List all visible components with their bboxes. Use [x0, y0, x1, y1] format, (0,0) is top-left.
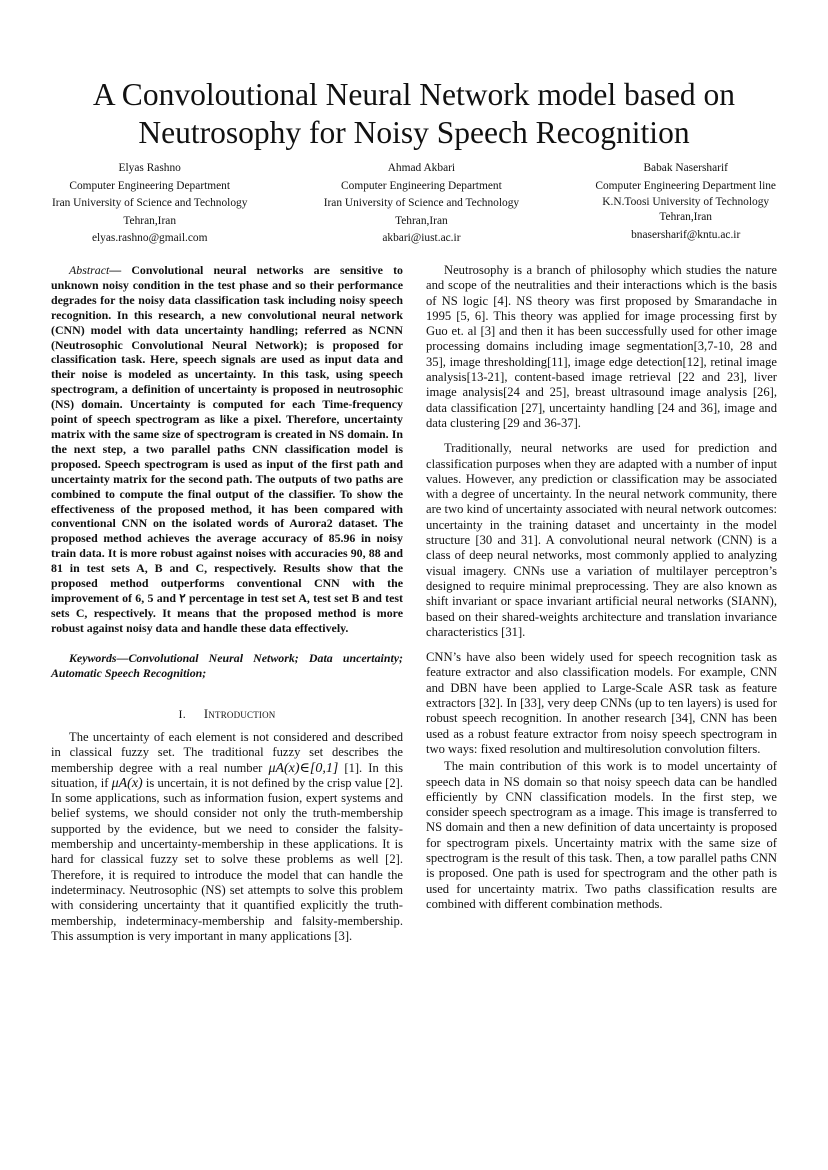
intro-paragraph [51, 730, 403, 944]
author-univ: Iran University of Science and Technology [323, 197, 520, 209]
paragraph-neural-networks: Traditionally, neural networks are used for prediction and classification purposes when they are adapted with a number of input values. However, any prediction or classification may be associated with a degree of uncertainty. In the neural network community, there are two kind of uncertainty associated with neural network outcomes: uncertainty in the training dataset and uncertainty in the model structure [30 and 31]. A convolutional neural network (CNN) is a class of deep neural networks, most commonly applied to analyzing visual imagery. CNNs use a variation of multilayer perceptron’s designed to require minimal preprocessing. They are also known as shift invariant or space invariant artificial neural networks (SIANN), based on their shared-weights architecture and translation invariance characteristics [31]. [426, 441, 777, 639]
right-column [426, 263, 777, 912]
author-3 [595, 160, 776, 248]
author-email: bnasersharif@kntu.ac.ir [631, 228, 741, 241]
author-city: Tehran,Iran [123, 214, 177, 227]
title-line-2: Neutrosophy for Noisy Speech Recognition [138, 115, 690, 150]
paragraph-contribution: The main contribution of this work is to model uncertainty of speech data in NS domain so that noisy speech data can be handled efficiently by CNN classification models. In the first step, we consider speech spectrogram as a image. This image is transferred to NS domain and then a new definition of data uncertainty is proposed for spectrogram pixels. Uncertainty matrix with the same size of spectrogram is the result of this task. Then, a tow parallel paths CNN is proposed. One path is used for spectrogram and the other path is used for uncertainty matrix. Two paths classification results are combined with different combination methods. [426, 759, 777, 911]
author-email: elyas.rashno@gmail.com [91, 232, 208, 244]
abstract-dash: — [109, 263, 132, 277]
author-name: Elyas Rashno [118, 162, 181, 174]
abstract-label: Abstract [69, 263, 110, 277]
author-dept: Computer Engineering Department [69, 179, 231, 192]
paper-title [40, 76, 788, 152]
left-column [51, 263, 403, 944]
author-city: Tehran,Iran [395, 214, 448, 227]
author-name: Babak Nasersharif [643, 162, 728, 174]
keywords: Keywords—Convolutional Neural Network; Data uncertainty; Automatic Speech Recognition; [51, 650, 403, 680]
author-1 [52, 160, 247, 248]
intro-text-a: The uncertainty of each element is not considered and described in classical fuzzy set. The traditional fuzzy set describes the membership degree with a real number [51, 729, 403, 775]
author-univ: K.N.Toosi University of Technology [602, 196, 770, 208]
section-heading [51, 707, 403, 722]
author-block [52, 160, 776, 248]
title-line-1: A Convoloutional Neural Network model based on [92, 77, 736, 112]
author-dept: Computer Engineering Department [341, 179, 502, 192]
abstract-text: Convolutional neural networks are sensitive to unknown noisy condition in the test phase and so their performance degrades for the noisy data classification task including noisy speech recognition. In this research, a new convolutional neural network (CNN) model with data uncertainty handling; referred as NCNN (Neutrosophic Convolutional Neural Network); is proposed for classification task. Here, speech signals are used as input data and their noise is modeled as uncertainty. In this task, using speech spectrogram, a definition of uncertainty is proposed in neutrosophic (NS) domain. Uncertainty is computed for each Time-frequency point of speech spectrogram as like a pixel. Therefore, uncertainty matrix with the same size of spectrogram is created in NS domain. In the next step, a two parallel paths CNN classification model is proposed. Speech spectrogram is used as input of the first path and uncertainty matrix for the second path. The outputs of two paths are combined to compute the final output of the classifier. To show the effectiveness of the proposed method, it has been compared with conventional CNN on the isolated words of Aurora2 dataset. The proposed method achieves the average accuracy of 85.96 in noisy train data. It is more robust against noises with accuracies 90, 88 and 81 in test sets A, B and C, respectively. Results show that the proposed method outperforms conventional CNN with the improvement of 6, 5 and ٢ percentage in test set A, test set B and test sets C, respectively. It means that the proposed method is more robust against noisy data and handle these data effectively. [51, 263, 403, 635]
paragraph-neutrosophy: Neutrosophy is a branch of philosophy which studies the nature and scope of the neutralities and their interactions which is the basis of NS logic [4]. NS theory was first proposed by Smarandache in 1995 [5, 6]. This theory was applied for image processing first by Guo et. al [3] and then it has been successfully used for other image processing domains including image segmentation[3,7-10, 28 and 35], image thresholding[11], image edge detection[12], retinal image analysis[13-21], content-based image retrieval [22 and 23], liver image analysis[24 and 25], breast ultrasound image analysis [26], data classification [27], uncertainty handling [24 and 36], image and data clustering [29 and 36-37]. [426, 263, 777, 430]
math-expression-1: μA(x)∈[0,1] [268, 760, 339, 776]
author-2 [324, 160, 519, 248]
section-number: I. [178, 706, 186, 721]
author-univ: Iran University of Science and Technology [52, 197, 248, 209]
author-city: Tehran,Iran [659, 211, 713, 223]
abstract [51, 263, 403, 636]
author-dept: Computer Engineering Department line [595, 179, 776, 192]
author-email: akbari@iust.ac.ir [382, 232, 461, 244]
math-expression-2: μA(x) [111, 775, 143, 791]
intro-text-c: is uncertain, it is not defined by the crisp value [2]. In some applications, such as information fusion, expert systems and belief systems, we should consider not only the truth-membership supported by the evidence, but we need to consider the falsity-membership and uncertainty-membership in these applications. It is hard for classical fuzzy set to solve these problems as well [2]. Therefore, it is required to introduce the model that can handle the indeterminacy. Neutrosophic (NS) set attempts to solve this problem with considering uncertainty that it quantified explicitly the truth-membership, indeterminacy-membership and falsity-membership. This assumption is very important in many applications [3]. [51, 775, 403, 943]
section-title: Introduction [203, 706, 276, 721]
paragraph-cnn-speech: CNN’s have also been widely used for speech recognition task as feature extractor and also classification models. For example, CNN and DBN have been applied to Large-Scale ASR task as feature extractors [32]. In [33], very deep CNNs (up to ten layers) is used for robust speech recognition. In another research [34], CNN has been used as a robust feature extractor from noisy speech spectrogram in two ways: fixed resolution and multiresolution convolution filters. [426, 650, 777, 756]
author-name: Ahmad Akbari [387, 162, 456, 174]
intro-text-b: [1]. In this situation, if [51, 760, 403, 790]
